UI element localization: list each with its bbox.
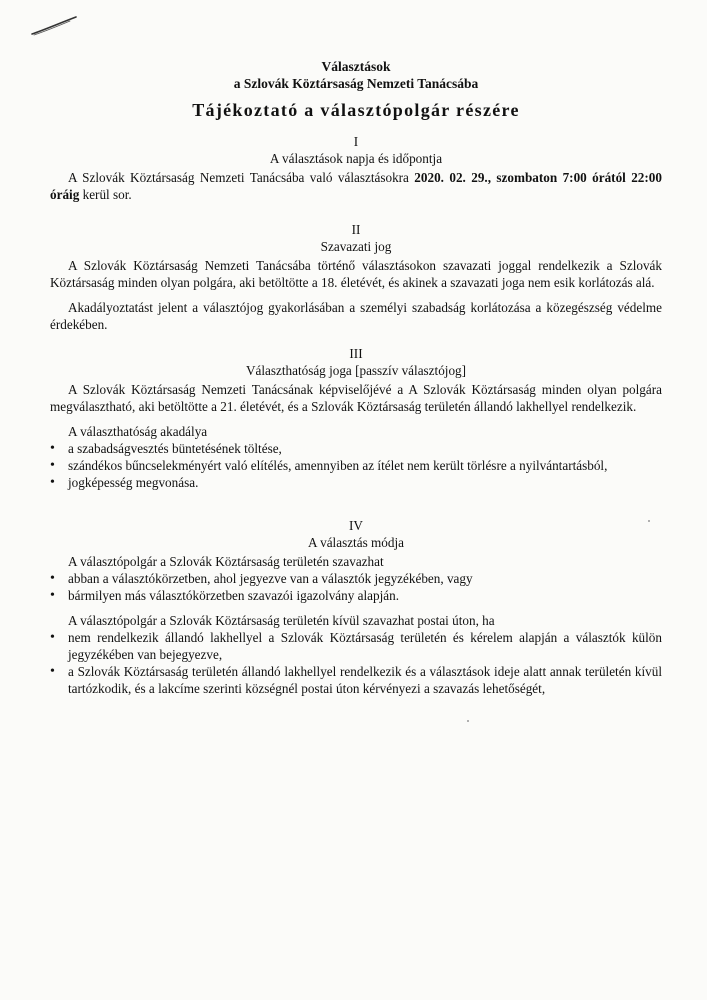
section-number: I [353, 134, 359, 149]
section-3 [50, 345, 662, 491]
paragraph-text: A Szlovák Köztársaság Nemzeti Tanácsába való választásokra [68, 170, 415, 185]
list-intro: A választópolgár a Szlovák Köztársaság területén kívül szavazhat postai úton, ha [68, 613, 495, 628]
section-4 [50, 517, 662, 697]
section-title: Szavazati jog [320, 239, 392, 254]
section-paragraph: A Szlovák Köztársaság Nemzeti Tanácsába történő választásokon szavazati joggal rendelkezik a Szlovák Köztársaság minden olyan polgára, aki betöltötte a 18. életévét, és akinek a szavazati joga nem esik korlátozás alá. [50, 258, 662, 290]
list-item: • nem rendelkezik állandó lakhellyel a Szlovák Köztársaság területén és kérelem alapján a választók külön jegyzékében van bejegyezve, [50, 629, 662, 663]
section-paragraph [50, 169, 662, 203]
section-number: II [351, 222, 361, 237]
bullet-list [50, 440, 662, 491]
pen-stroke-mark [30, 14, 78, 38]
scan-speck [648, 520, 650, 522]
document-body [50, 58, 662, 697]
paragraph-text: kerül sor. [79, 187, 132, 202]
section-number: IV [349, 518, 363, 533]
section-2 [50, 221, 662, 333]
list-intro: A választópolgár a Szlovák Köztársaság területén szavazhat [68, 554, 384, 569]
list-item: • szándékos bűncselekményért való elítélés, amennyiben az ítélet nem került törlésre a nyilvántartásból, [50, 457, 662, 474]
election-date-time: 2020. 02. 29., szombaton 7:00 órától 22:00 óráig [50, 170, 662, 202]
section-paragraph: Akadályoztatást jelent a választójog gyakorlásában a személyi szabadság korlátozása a közegészség védelme érdekében. [50, 300, 662, 332]
list-item: • bármilyen más választókörzetben szavazói igazolvány alapján. [50, 587, 662, 604]
heading-line-1: Választások [321, 59, 391, 74]
list-intro: A választhatóság akadálya [68, 424, 208, 439]
list-item: • abban a választókörzetben, ahol jegyezve van a választók jegyzékében, vagy [50, 570, 662, 587]
section-1 [50, 133, 662, 203]
section-title: A választás módja [308, 535, 404, 550]
bullet-list [50, 629, 662, 697]
section-title: Választhatóság joga [passzív választójog] [245, 363, 467, 378]
heading-line-2: a Szlovák Köztársaság Nemzeti Tanácsába [233, 76, 479, 91]
page-title: Tájékoztató a választópolgár részére [192, 100, 520, 120]
list-item: • a szabadságvesztés büntetésének töltése, [50, 440, 662, 457]
section-number: III [349, 346, 363, 361]
scan-speck [467, 720, 469, 722]
bullet-list [50, 570, 662, 604]
list-item: • jogképesség megvonása. [50, 474, 662, 491]
list-item: • a Szlovák Köztársaság területén állandó lakhellyel rendelkezik és a választások ideje alatt annak területén kívül tartózkodik, és a lakcíme szerinti községnél postai úton kérvényezi a szavazás lehetőségét, [50, 663, 662, 697]
section-paragraph: A Szlovák Köztársaság Nemzeti Tanácsának képviselőjévé a A Szlovák Köztársaság minden olyan polgára megválasztható, aki betöltötte a 21. életévét, és a Szlovák Köztársaság területén állandó lakhellyel rendelkezik. [50, 382, 662, 414]
section-title: A választások napja és időpontja [269, 151, 443, 166]
